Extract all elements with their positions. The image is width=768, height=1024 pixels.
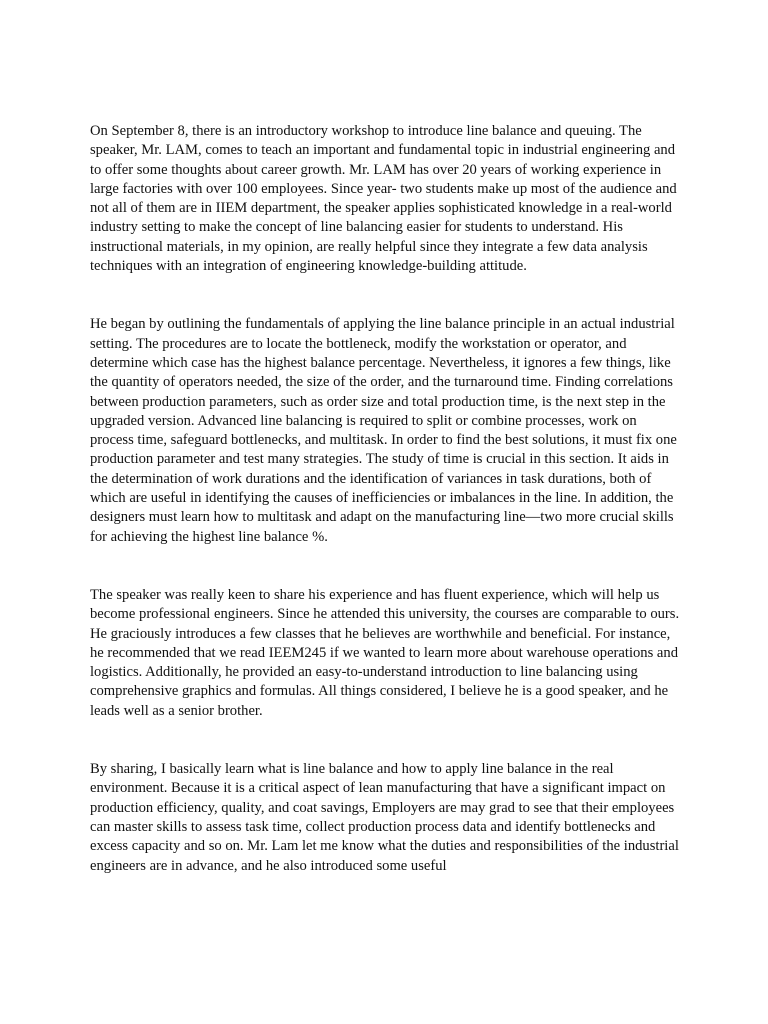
- paragraph-3: The speaker was really keen to share his experience and has fluent experience, which will help us become professional engineers. Since he attended this university, the courses are comparable to ours. He graciously introduces a few classes that he believes are worthwhile and beneficial. For instance, he recommended that we read IEEM245 if we wanted to learn more about warehouse operations and logistics. Additionally, he provided an easy-to-understand introduction to line balancing using comprehensive graphics and formulas. All things considered, I believe he is a good speaker, and he leads well as a senior brother.: [90, 586, 680, 719]
- document-body: [90, 122, 680, 915]
- paragraph-2: He began by outlining the fundamentals of applying the line balance principle in an actual industrial setting. The procedures are to locate the bottleneck, modify the workstation or operator, and determine which case has the highest balance percentage. Nevertheless, it ignores a few things, like the quantity of operators needed, the size of the order, and the turnaround time. Finding correlations between production parameters, such as order size and total production time, is the next step in the upgraded version. Advanced line balancing is required to split or combine processes, work on process time, safeguard bottlenecks, and multitask. In order to find the best solutions, it must fix one production parameter and test many strategies. The study of time is crucial in this section. It aids in the determination of work durations and the identification of variances in task durations, both of which are useful in identifying the causes of inefficiencies or imbalances in the line. In addition, the designers must learn how to multitask and adapt on the manufacturing line—two more crucial skills for achieving the highest line balance %.: [90, 316, 677, 545]
- paragraph-1: On September 8, there is an introductory workshop to introduce line balance and queuing. The speaker, Mr. LAM, comes to teach an important and fundamental topic in industrial engineering and to offer some thoughts about career growth. Mr. LAM has over 20 years of working experience in large factories with over 100 employees. Since year- two students make up most of the audience and not all of them are in IIEM department, the speaker applies sophisticated knowledge in a real-world industry setting to make the concept of line balancing easier for students to understand. His instructional materials, in my opinion, are really helpful since they integrate a few data analysis techniques with an integration of engineering knowledge-building attitude.: [90, 123, 677, 275]
- paragraph-4: By sharing, I basically learn what is line balance and how to apply line balance in the real environment. Because it is a critical aspect of lean manufacturing that have a significant impact on production efficiency, quality, and coat savings, Employers are may grad to see that their employees can master skills to assess task time, collect production process data and identify bottlenecks and excess capacity and so on. Mr. Lam let me know what the duties and responsibilities of the industrial engineers are in advance, and he also introduced some useful: [90, 761, 679, 874]
